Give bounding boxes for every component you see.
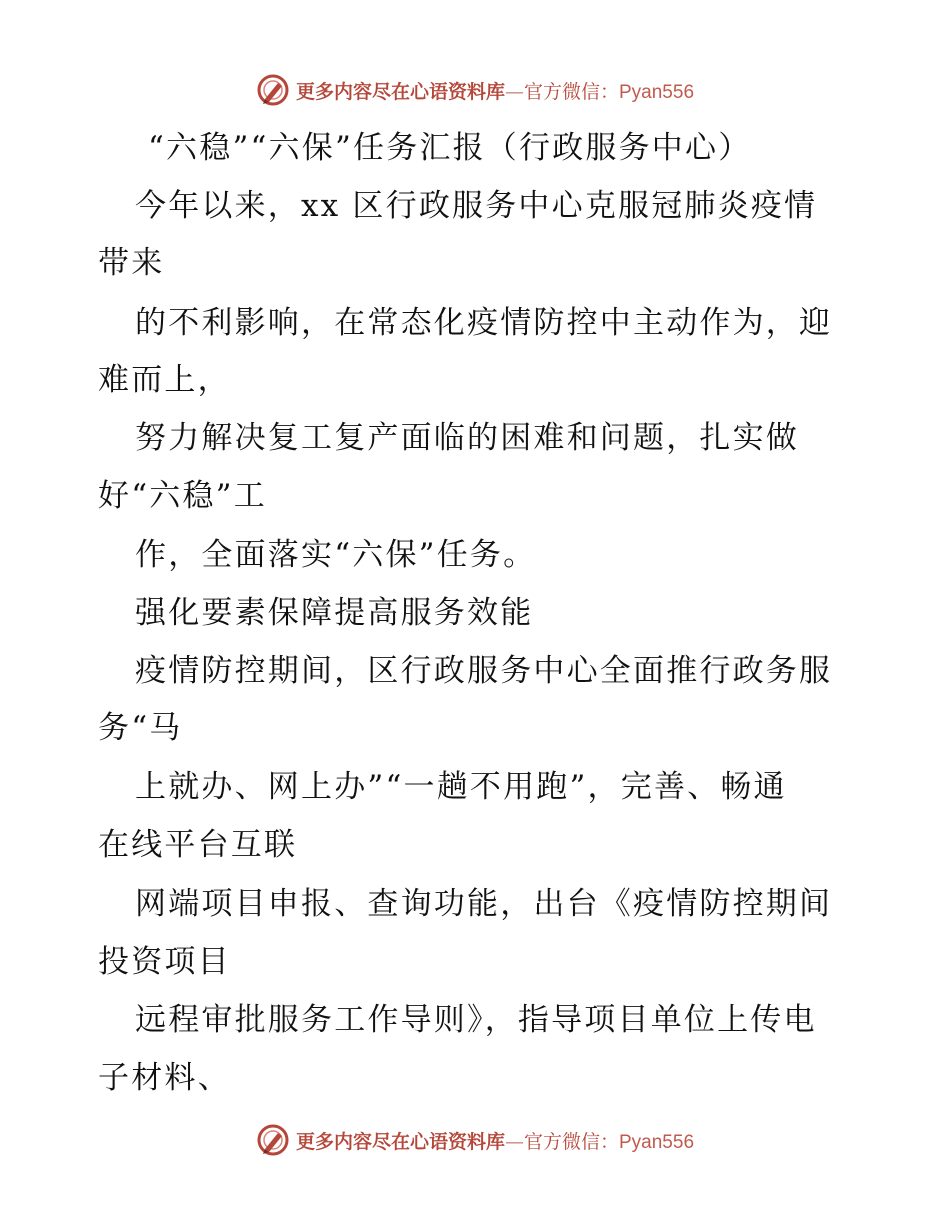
- banner-dash: —: [504, 1130, 524, 1153]
- paragraph-line: 投资项目: [98, 944, 231, 980]
- document-title: “六稳”“六保”任务汇报（行政服务中心）: [148, 130, 752, 166]
- paragraph-line: 的不利影响，在常态化疫情防控中主动作为，迎: [135, 305, 833, 341]
- paragraph-line: 务“马: [98, 710, 183, 746]
- paragraph-line: 作，全面落实“六保”任务。: [135, 537, 537, 573]
- paragraph-line: 好“六稳”工: [98, 478, 267, 514]
- banner-main-text: 更多内容尽在心语资料库: [295, 80, 505, 103]
- banner-text: [296, 1127, 694, 1154]
- paragraph-line: 子材料、: [98, 1060, 231, 1096]
- paragraph-line: 今年以来，xx 区行政服务中心克服冠肺炎疫情: [135, 188, 818, 224]
- paragraph-line: 带来: [98, 245, 165, 281]
- paragraph-line: 在线平台互联: [98, 827, 298, 863]
- section-heading: 强化要素保障提高服务效能: [135, 595, 534, 631]
- paragraph-line: 难而上，: [98, 362, 231, 398]
- banner-main-text: 更多内容尽在心语资料库: [295, 1130, 505, 1153]
- paragraph-line: 疫情防控期间，区行政服务中心全面推行政务服: [135, 653, 833, 689]
- paragraph-line: 远程审批服务工作导则》，指导项目单位上传电: [135, 1002, 817, 1038]
- banner-official-label: 官方微信：: [523, 1130, 619, 1153]
- paragraph-line: 上就办、网上办”“一趟不用跑”，完善、畅通: [135, 769, 787, 805]
- banner-wechat-id: Pyan556: [619, 81, 695, 103]
- banner-text: [296, 77, 694, 104]
- banner-wechat-id: Pyan556: [619, 1131, 695, 1153]
- paragraph-line: 网端项目申报、查询功能，出台《疫情防控期间: [135, 886, 833, 922]
- pen-logo-icon: [256, 73, 290, 107]
- banner-dash: —: [504, 80, 524, 103]
- header-banner: [0, 70, 950, 110]
- footer-banner: [0, 1120, 950, 1160]
- pen-logo-icon: [256, 1123, 290, 1157]
- paragraph-line: 努力解决复工复产面临的困难和问题，扎实做: [135, 420, 799, 456]
- banner-official-label: 官方微信：: [523, 80, 619, 103]
